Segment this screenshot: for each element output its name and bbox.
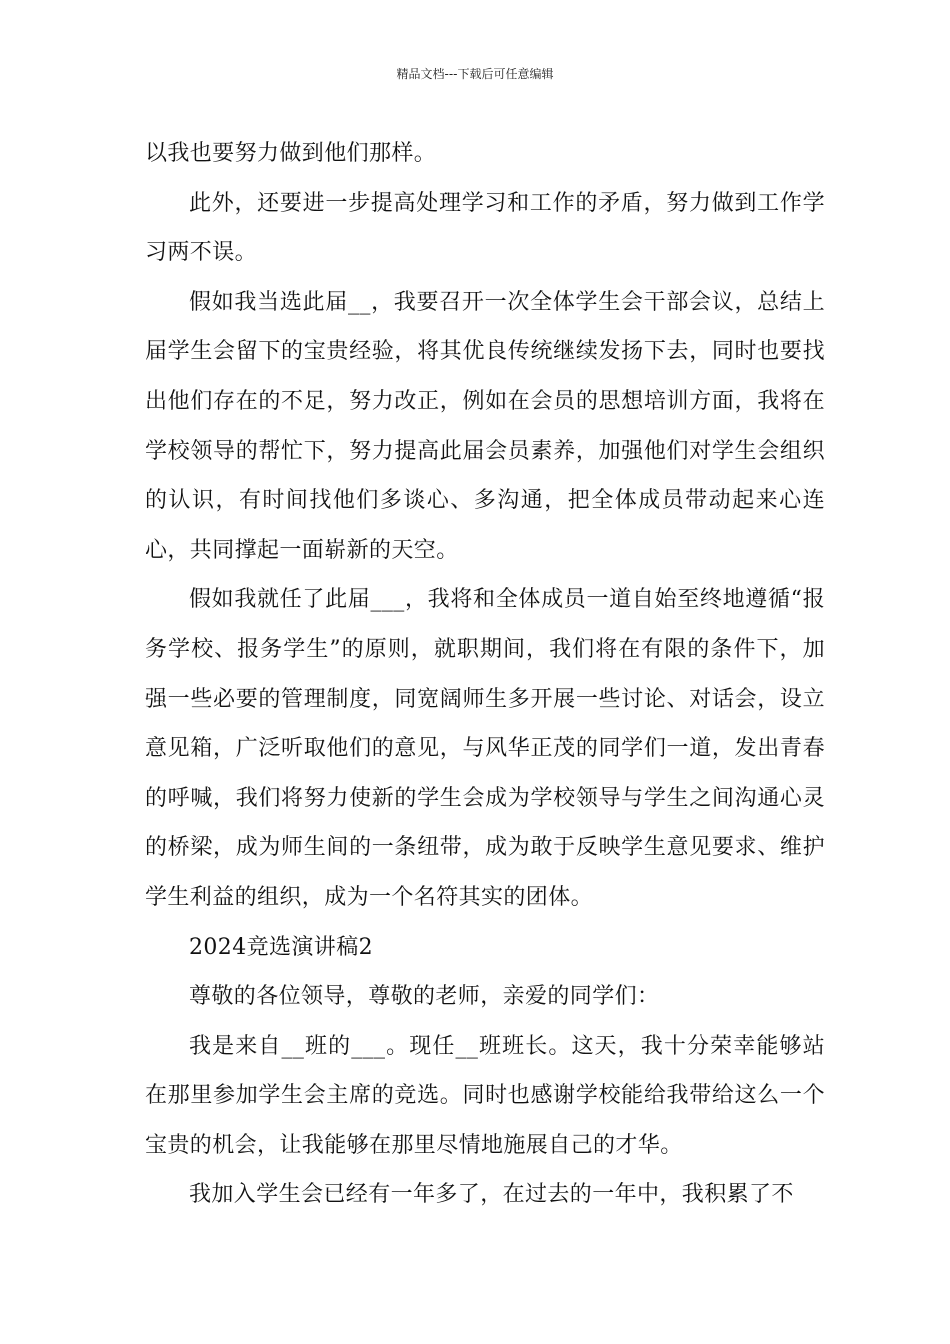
section-heading: 2024竞选演讲稿2: [189, 934, 373, 960]
paragraph-4: 假如我就任了此届___，我将和全体成员一道自始至终地遵循“报务学校、报务学生”的原则，就职期间，我们将在有限的条件下，加强一些必要的管理制度，同宽阔师生多开展一些讨论、对话会，设立意见箱，广泛听取他们的意见，与风华正茂的同学们一道，发出青春的呼喊，我们将努力使新的学生会成为学校领导与学生之间沟通心灵的桥梁，成为师生间的一条纽带，成为敢于反映学生意见要求、维护学生利益的组织，成为一个名符其实的团体。: [145, 587, 825, 910]
paragraph-5: 我是来自__班的___。现任__班班长。这天，我十分荣幸能够站在那里参加学生会主席的竞选。同时也感谢学校能给我带给这么一个宝贵的机会，让我能够在那里尽情地施展自己的才华。: [145, 1033, 825, 1158]
document-body: [145, 129, 825, 1220]
paragraph-1: 以我也要努力做到他们那样。: [145, 141, 437, 166]
salutation: 尊敬的各位领导，尊敬的老师，亲爱的同学们：: [189, 984, 660, 1010]
paragraph-3: 假如我当选此届__，我要召开一次全体学生会干部会议，总结上届学生会留下的宝贵经验，将其优良传统继续发扬下去，同时也要找出他们存在的不足，努力改正，例如在会员的思想培训方面，我将在学校领导的帮忙下，努力提高此届会员素养，加强他们对学生会组织的认识，有时间找他们多谈心、多沟通，把全体成员带动起来心连心，共同撑起一面崭新的天空。: [145, 289, 825, 563]
page-header: 精品文档---下载后可任意编辑: [396, 67, 554, 81]
paragraph-6: 我加入学生会已经有一年多了，在过去的一年中，我积累了不: [189, 1182, 794, 1208]
paragraph-2: 此外，还要进一步提高处理学习和工作的矛盾，努力做到工作学习两不误。: [145, 190, 825, 266]
